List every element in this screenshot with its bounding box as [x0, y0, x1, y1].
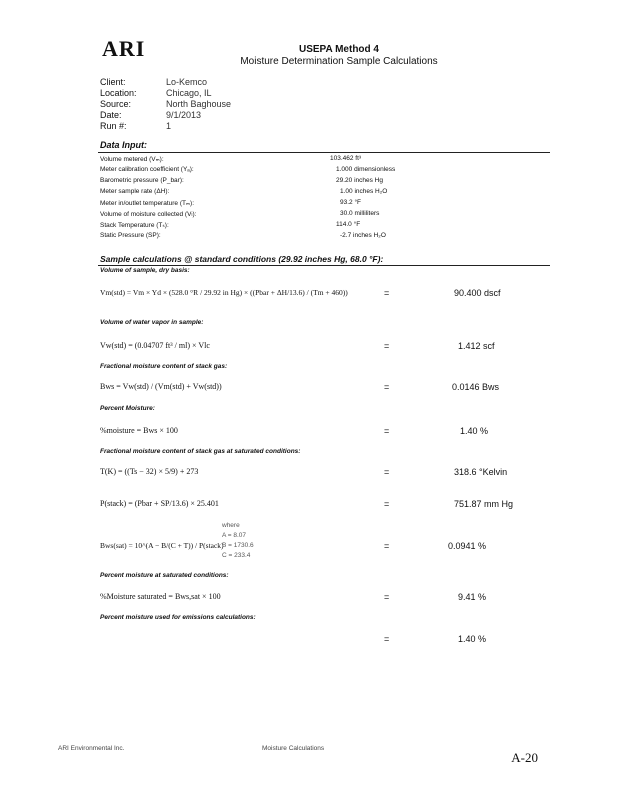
frac-moisture-result: 0.0146 Bws: [452, 382, 500, 392]
tk-formula: T(K) = ((Ts − 32) × 5/9) + 273: [100, 467, 199, 476]
input-label: Volume metered (Vₘ):: [100, 156, 164, 163]
input-value: 93.2 °F: [340, 199, 362, 206]
input-label: Meter calibration coefficient (Yₐ):: [100, 166, 194, 173]
equals-sign: =: [384, 426, 390, 436]
input-value: 1.00 inches H₂O: [340, 188, 388, 195]
equals-sign: =: [384, 634, 390, 644]
input-value: 29.20 inches Hg: [336, 177, 383, 184]
footer-title: Moisture Calculations: [262, 745, 325, 752]
constant-c: C = 233.4: [222, 552, 251, 559]
constants-where: where: [222, 522, 240, 529]
source-label: Source:: [100, 99, 132, 109]
bws-formula: Bws = Vw(std) / (Vm(std) + Vw(std)): [100, 382, 222, 391]
constants: [222, 521, 254, 561]
location-label: Location:: [100, 88, 137, 98]
page-number: A-20: [511, 750, 538, 765]
input-value: 114.0 °F: [336, 221, 361, 228]
input-value: 30.0 milliliters: [340, 210, 380, 217]
equals-sign: =: [384, 592, 390, 602]
bws-sat-result: 0.0941 %: [448, 541, 487, 551]
equals-sign: =: [384, 467, 390, 477]
source-value: North Baghouse: [166, 99, 232, 109]
page-subtitle: Moisture Determination Sample Calculations: [240, 56, 438, 67]
vmstd-formula: Vm(std) = Vm × Yd × (528.0 °R / 29.92 in Hg) × ((Pbar + ΔH/13.6) / (Tm + 460)): [100, 288, 348, 297]
input-value: -2.7 inches H₂O: [340, 232, 386, 239]
temp-kelvin-result: 318.6 °Kelvin: [454, 467, 508, 477]
client-value: Lo-Kemco: [166, 77, 208, 87]
input-value: 103.462 ft³: [330, 155, 362, 162]
vol-water-label: Volume of water vapor in sample:: [100, 319, 204, 326]
percent-used-label: Percent moisture used for emissions calculations:: [100, 614, 256, 621]
bsat-formula: Bws(sat) = 10^(A − B/(C + T)) / P(stack): [100, 541, 224, 550]
client-label: Client:: [100, 77, 126, 87]
constant-b: B = 1730.6: [222, 542, 254, 549]
vwstd-formula: Vw(std) = (0.04707 ft³ / ml) × Vlc: [100, 341, 210, 350]
page-title: USEPA Method 4: [298, 44, 379, 55]
percent-saturated-label: Percent moisture at saturated conditions:: [100, 572, 229, 579]
frac-saturated-label: Fractional moisture content of stack gas at saturated conditions:: [100, 448, 301, 455]
vol-dry-result: 90.400 dscf: [454, 288, 501, 298]
input-label: Meter sample rate (ΔH):: [100, 188, 170, 195]
input-label: Stack Temperature (Tₛ):: [100, 222, 169, 229]
input-label: Static Pressure (SP):: [100, 232, 161, 239]
equals-sign: =: [384, 341, 390, 351]
input-label: Volume of moisture collected (Vₗ):: [100, 211, 197, 218]
percent-moisture-formula: %moisture = Bws × 100: [100, 426, 178, 435]
divider: [98, 152, 550, 153]
input-label: Meter in/outlet temperature (Tₘ):: [100, 200, 194, 207]
input-label: Barometric pressure (P_bar):: [100, 177, 184, 184]
vol-dry-label: Volume of sample, dry basis:: [100, 267, 190, 274]
data-input-heading: Data Input:: [100, 140, 147, 150]
company-logo: ARI: [102, 36, 146, 61]
stack-pressure-result: 751.87 mm Hg: [454, 499, 514, 509]
percent-saturated-result: 9.41 %: [458, 592, 487, 602]
equals-sign: =: [384, 382, 390, 392]
percent-used-result: 1.40 %: [458, 634, 487, 644]
location-value: Chicago, IL: [166, 88, 212, 98]
divider: [98, 265, 550, 266]
date-label: Date:: [100, 110, 122, 120]
equals-sign: =: [384, 499, 390, 509]
percent-moisture-label: Percent Moisture:: [100, 405, 155, 412]
percent-saturated-formula: %Moisture saturated = Bws,sat × 100: [100, 592, 221, 601]
constant-a: A = 8.07: [222, 532, 247, 539]
run-value: 1: [166, 121, 172, 131]
footer-company: ARI Environmental Inc.: [58, 745, 125, 752]
equals-sign: =: [384, 288, 390, 298]
run-label: Run #:: [100, 121, 127, 131]
vol-water-result: 1.412 scf: [458, 341, 495, 351]
input-value: 1.000 dimensionless: [336, 166, 396, 173]
equals-sign: =: [384, 541, 390, 551]
ps-formula: P(stack) = (Pbar + SP/13.6) × 25.401: [100, 499, 219, 508]
calcs-heading: Sample calculations @ standard conditions (29.92 inches Hg, 68.0 °F):: [100, 254, 384, 264]
date-value: 9/1/2013: [166, 110, 202, 120]
frac-moisture-label: Fractional moisture content of stack gas:: [100, 363, 228, 370]
percent-moisture-result: 1.40 %: [460, 426, 489, 436]
